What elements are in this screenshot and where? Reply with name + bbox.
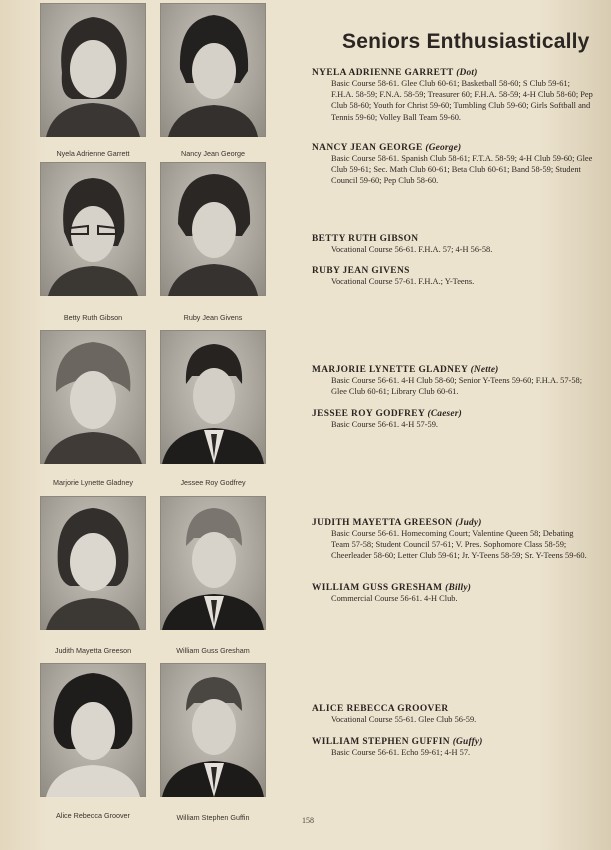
senior-name <box>312 266 602 276</box>
senior-activities: Basic Course 56-61. Echo 59-61; 4-H 57. <box>331 748 471 757</box>
senior-nickname: (Dot) <box>456 68 478 78</box>
senior-entry <box>312 266 602 287</box>
senior-nickname: (George) <box>425 143 462 153</box>
senior-entry <box>312 409 602 430</box>
senior-activities: Commercial Course 56-61. 4-H Club. <box>331 594 458 603</box>
senior-name <box>312 365 602 375</box>
senior-nickname: (Nette) <box>470 365 499 375</box>
senior-activities: Vocational Course 55-61. Glee Club 56-59. <box>331 715 477 724</box>
senior-nickname: (Billy) <box>445 583 472 593</box>
senior-name <box>312 518 602 528</box>
portrait-photo <box>160 496 266 630</box>
portrait-caption: Judith Mayetta Greeson <box>54 646 132 655</box>
senior-activities: Basic Course 58-61. Glee Club 60-61; Basketball 58-60; S Club 59-61; F.H.A. 58-59; F.N.A. 58-59; Treasurer 60; F.H.A. 58-59; 4-H Club 58-60; Pep Club 58-60; Youth for Christ 59-60; Tumbling Club 59-60; Girls Softball and Tennis 59-60; Volley Ball Team 59-60. <box>331 79 593 122</box>
senior-entry <box>312 68 602 123</box>
senior-entry <box>312 583 602 604</box>
senior-name-text: NANCY JEAN GEORGE <box>312 143 423 153</box>
portrait-photo <box>40 162 146 296</box>
senior-name <box>312 737 602 747</box>
senior-activities: Basic Course 56-61. 4-H Club 58-60; Senior Y-Teens 59-60; F.H.A. 57-58; Glee Club 60-61; Library Club 60-61. <box>331 376 583 397</box>
portrait-caption: Betty Ruth Gibson <box>63 313 123 322</box>
senior-name-text: BETTY RUTH GIBSON <box>312 234 419 244</box>
portrait-caption: Alice Rebecca Groover <box>56 811 130 820</box>
senior-entry <box>312 234 602 255</box>
portrait-photo <box>160 330 266 464</box>
senior-name <box>312 68 602 78</box>
senior-name-text: RUBY JEAN GIVENS <box>312 266 410 276</box>
portrait-photo <box>40 3 146 137</box>
senior-nickname: (Guffy) <box>452 737 483 747</box>
portrait-caption: Nyela Adrienne Garrett <box>56 149 130 158</box>
portrait-photo <box>160 3 266 137</box>
portrait-photo <box>40 663 146 797</box>
page-number: 158 <box>302 816 314 825</box>
portrait-photo <box>40 330 146 464</box>
senior-name <box>312 409 602 419</box>
senior-entry <box>312 737 602 758</box>
senior-name-text: JESSEE ROY GODFREY <box>312 409 425 419</box>
senior-entry <box>312 704 602 725</box>
senior-nickname: (Caeser) <box>427 409 462 419</box>
senior-name <box>312 704 602 714</box>
senior-activities: Basic Course 56-61. Homecoming Court; Valentine Queen 58; Debating Team 57-58; Student Council 57-61; V. Pres. Sophomore Class 58-59; Cheerleader 58-60; Letter Club 59-61; Jr. Y-Teens 58-59; Sr. Y-Teens 59-60. <box>331 529 587 561</box>
senior-name-text: NYELA ADRIENNE GARRETT <box>312 68 454 78</box>
senior-name-text: WILLIAM GUSS GRESHAM <box>312 583 443 593</box>
senior-activities: Basic Course 56-61. 4-H 57-59. <box>331 420 438 429</box>
portrait-caption: Marjorie Lynette Gladney <box>52 478 134 487</box>
senior-name <box>312 143 602 153</box>
senior-activities: Basic Course 58-61. Spanish Club 58-61; F.T.A. 58-59; 4-H Club 59-60; Glee Club 59-61; Sec. Math Club 60-61; Beta Club 60-61; Band 58-59; Student Council 59-60; Pep Club 58-60. <box>331 154 593 186</box>
senior-name <box>312 583 602 593</box>
portrait-caption: Jessee Roy Godfrey <box>180 478 246 487</box>
portrait-caption: Ruby Jean Givens <box>183 313 243 322</box>
senior-entry <box>312 518 602 562</box>
senior-name-text: MARJORIE LYNETTE GLADNEY <box>312 365 468 375</box>
senior-name-text: WILLIAM STEPHEN GUFFIN <box>312 737 450 747</box>
portrait-caption: William Guss Gresham <box>176 646 250 655</box>
page-title: Seniors Enthusiastically <box>342 30 590 53</box>
portrait-photo <box>40 496 146 630</box>
portrait-photo <box>160 663 266 797</box>
portrait-photo <box>160 162 266 296</box>
portrait-caption: William Stephen Guffin <box>176 813 250 822</box>
senior-name-text: JUDITH MAYETTA GREESON <box>312 518 453 528</box>
senior-activities: Vocational Course 57-61. F.H.A.; Y-Teens. <box>331 277 475 286</box>
senior-entry <box>312 365 602 397</box>
senior-nickname: (Judy) <box>455 518 482 528</box>
senior-activities: Vocational Course 56-61. F.H.A. 57; 4-H 56-58. <box>331 245 493 254</box>
portrait-caption: Nancy Jean George <box>181 149 245 158</box>
senior-entry <box>312 143 602 187</box>
senior-name-text: ALICE REBECCA GROOVER <box>312 704 449 714</box>
senior-name <box>312 234 602 244</box>
